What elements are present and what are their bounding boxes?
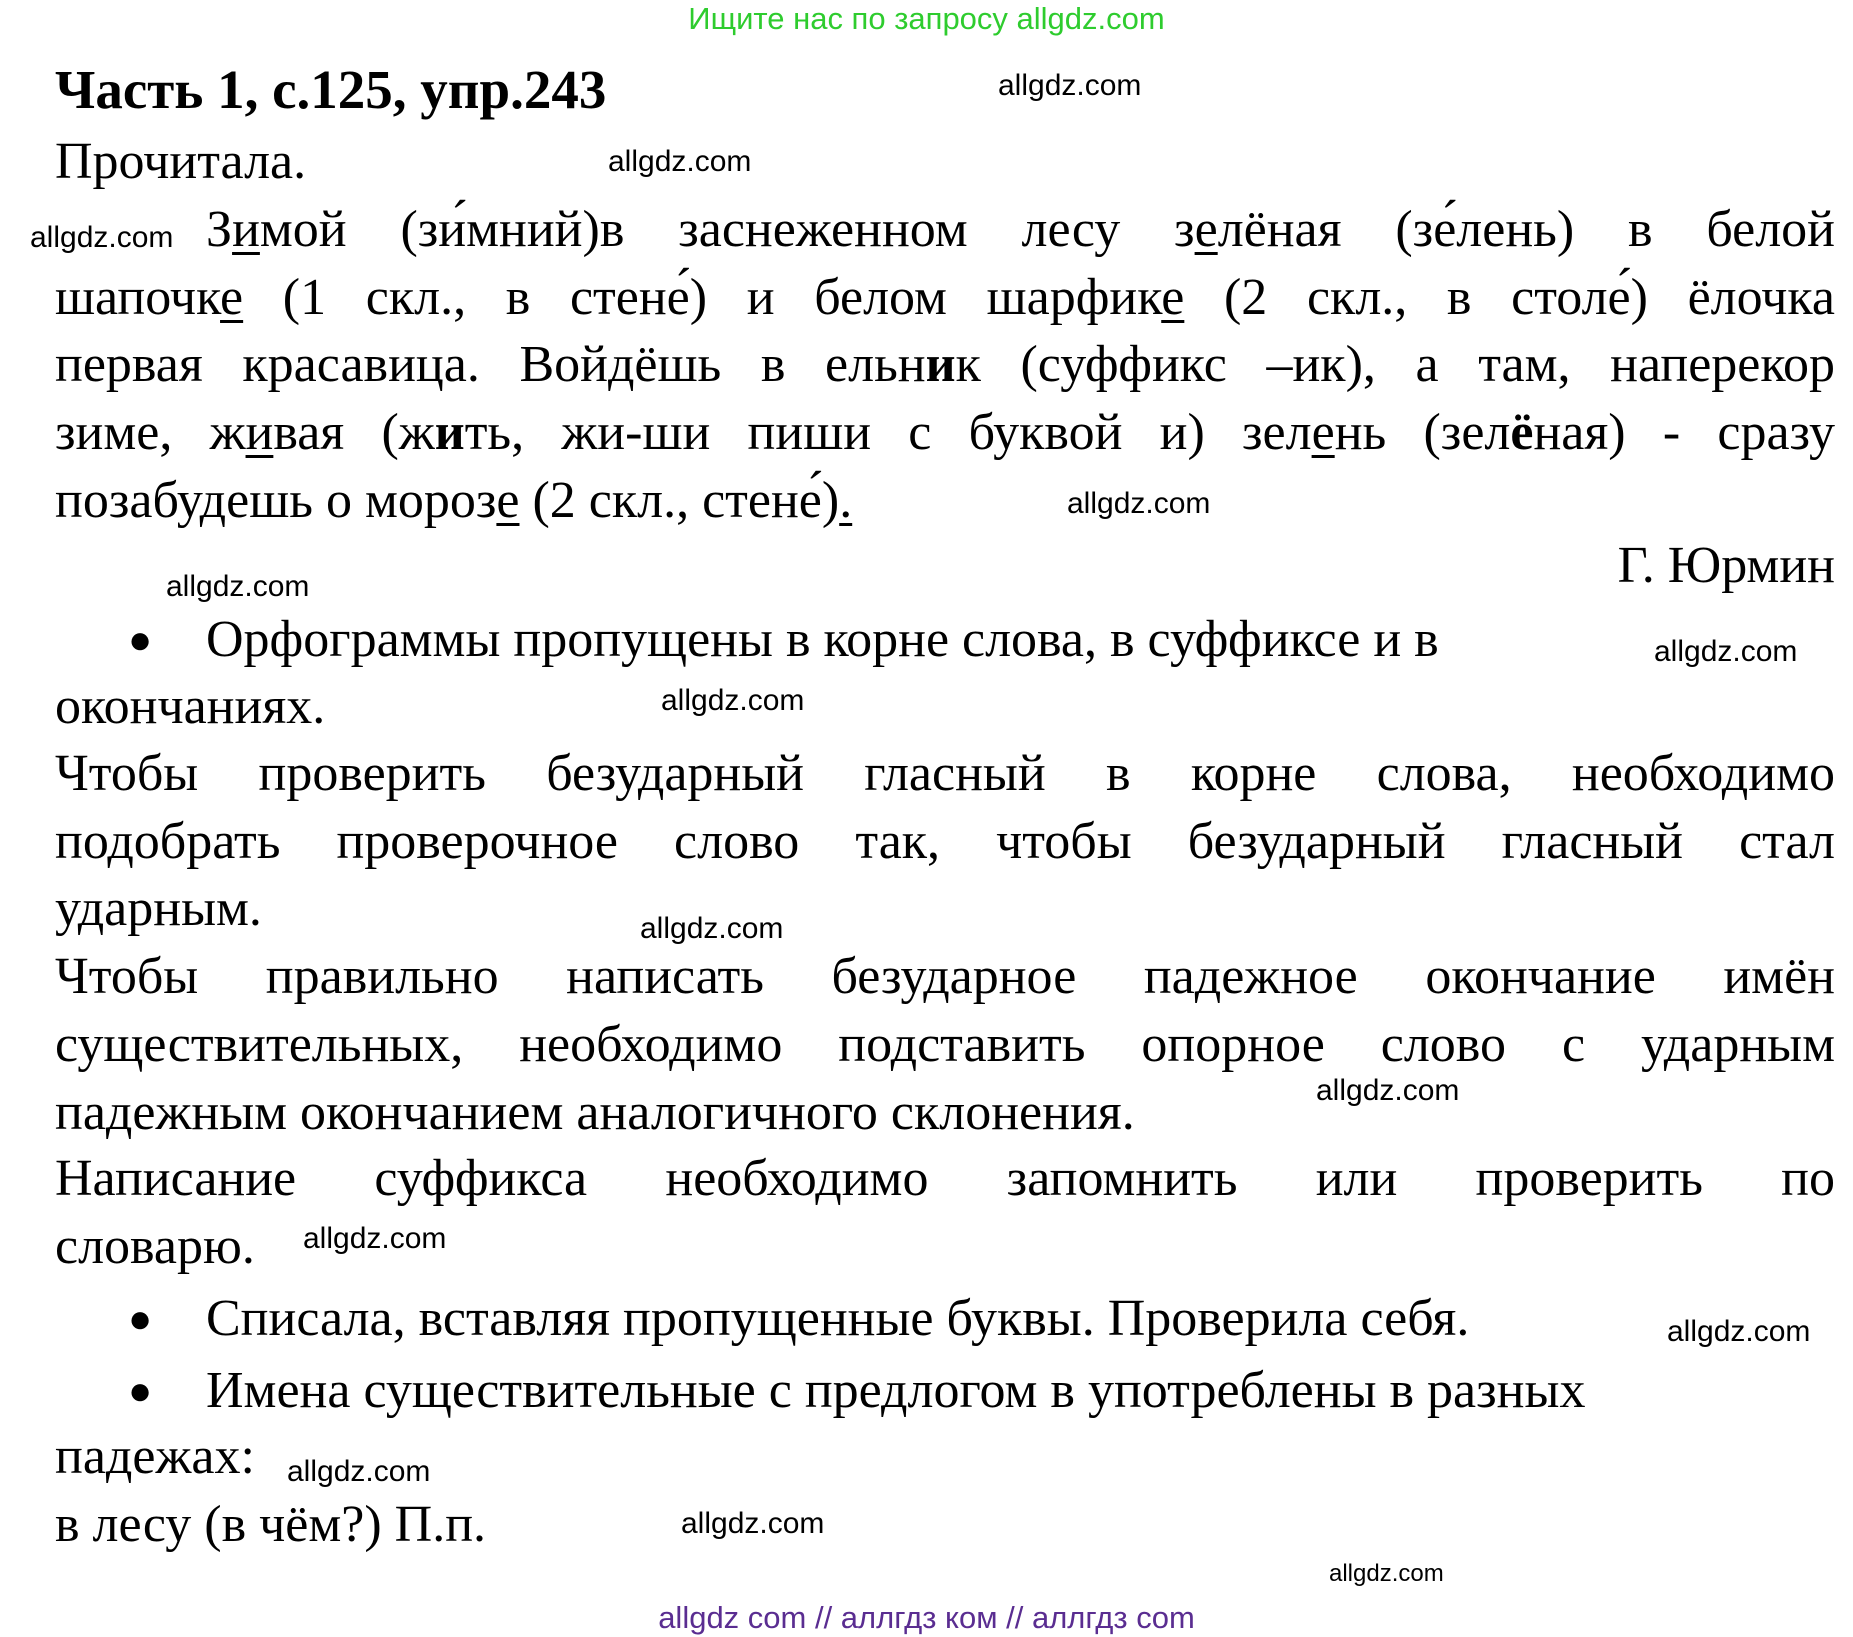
text-segment: мой (зи́мний)в заснеженном лесу з xyxy=(259,201,1195,258)
watermark-text: allgdz.com xyxy=(661,684,805,717)
text-line xyxy=(55,808,1835,876)
text-line xyxy=(55,331,1835,399)
text-segment: Орфограммы пропущены в корне слова, в суффиксе и в xyxy=(206,611,1439,668)
watermark-text: allgdz.com xyxy=(1667,1315,1811,1348)
text-segment: (1 скл., в стене́) и белом шарфик xyxy=(243,269,1162,326)
text-segment: позабудешь о мороз xyxy=(55,472,497,529)
underlined-letter: е xyxy=(1311,404,1335,461)
text-segment: Имена существительные с предлогом в употреблены в разных xyxy=(206,1362,1586,1419)
page-title: Часть 1, с.125, упр.243 xyxy=(55,59,607,120)
text-segment: З xyxy=(206,201,233,258)
underlined-letter: е xyxy=(1194,201,1218,258)
text-segment: Чтобы проверить безударный гласный в корне слова, необходимо xyxy=(55,745,1835,802)
text-segment: Списала, вставляя пропущенные буквы. Проверила себя. xyxy=(206,1290,1470,1347)
text-line xyxy=(55,1145,1835,1213)
text-segment: окончаниях. xyxy=(55,678,326,735)
text-segment: падежах: xyxy=(55,1428,255,1485)
underlined-letter: е xyxy=(1161,269,1185,326)
text-line xyxy=(55,875,262,943)
underlined-letter: . xyxy=(839,472,853,529)
text-segment: словарю. xyxy=(55,1218,255,1275)
text-segment: (2 скл., в столе́) ёлочка xyxy=(1184,269,1835,326)
text-segment: падежным окончанием аналогичного склонения. xyxy=(55,1084,1135,1141)
text-line xyxy=(55,943,1835,1011)
text-segment: существительных, необходимо подставить опорное слово с ударным xyxy=(55,1016,1835,1073)
text-line xyxy=(55,399,1835,467)
top-search-hint[interactable]: Ищите нас по запросу allgdz.com xyxy=(688,1,1165,36)
text-segment: Чтобы правильно написать безударное падежное окончание имён xyxy=(55,948,1835,1005)
text-line xyxy=(206,196,1835,264)
underlined-letter: е xyxy=(220,269,244,326)
text-line xyxy=(206,1285,1469,1353)
text-segment: в лесу (в чём?) П.п. xyxy=(55,1496,487,1553)
text-line xyxy=(55,673,325,741)
text-line xyxy=(206,606,1439,674)
text-segment: нь (зел xyxy=(1334,404,1511,461)
text-line xyxy=(55,1491,486,1559)
text-segment: ная) - сразу xyxy=(1533,404,1835,461)
bullet-icon: ● xyxy=(128,617,153,662)
text-segment: ть, жи-ши пиши с буквой и) зел xyxy=(464,404,1312,461)
watermark-text: allgdz.com xyxy=(608,145,752,178)
watermark-text: allgdz.com xyxy=(681,1507,825,1540)
underlined-letter: и xyxy=(232,201,260,258)
bold-letter: ё xyxy=(1510,404,1534,461)
text-line xyxy=(55,1213,255,1281)
bold-letter: и xyxy=(434,404,465,461)
watermark-text: allgdz.com xyxy=(998,69,1142,102)
watermark-text: allgdz.com xyxy=(1316,1074,1460,1107)
watermark-text: allgdz.com xyxy=(166,570,310,603)
watermark-text: allgdz.com xyxy=(1329,1560,1444,1587)
watermark-text: allgdz.com xyxy=(640,912,784,945)
text-segment: Прочитала. xyxy=(55,133,307,190)
bullet-icon: ● xyxy=(128,1368,153,1413)
text-segment: ударным. xyxy=(55,880,262,937)
text-segment: зиме, ж xyxy=(55,404,246,461)
underlined-letter: е xyxy=(496,472,520,529)
bold-letter: и xyxy=(925,336,956,393)
text-line xyxy=(55,128,306,196)
text-line xyxy=(55,1423,255,1491)
text-line xyxy=(55,264,1835,332)
text-segment: Написание суффикса необходимо запомнить или проверить по xyxy=(55,1150,1835,1207)
text-segment: к (суффикс –ик), а там, наперекор xyxy=(955,336,1835,393)
text-segment: (2 скл., стене́) xyxy=(519,472,840,529)
text-line xyxy=(55,532,1835,600)
watermark-text: allgdz.com xyxy=(303,1222,447,1255)
bullet-icon: ● xyxy=(128,1296,153,1341)
text-segment: первая красавица. Войдёшь в ельн xyxy=(55,336,926,393)
footer-links[interactable]: allgdz com // аллгдз ком // аллгдз com xyxy=(658,1600,1195,1635)
text-segment: подобрать проверочное слово так, чтобы безударный гласный стал xyxy=(55,813,1835,870)
text-segment: лёная (зе́лень) в белой xyxy=(1217,201,1835,258)
text-line xyxy=(206,1357,1585,1425)
text-segment: шапочк xyxy=(55,269,221,326)
text-line xyxy=(55,1079,1135,1147)
watermark-text: allgdz.com xyxy=(1067,487,1211,520)
watermark-text: allgdz.com xyxy=(1654,635,1798,668)
underlined-letter: и xyxy=(245,404,274,461)
text-line xyxy=(55,740,1835,808)
text-segment: вая (ж xyxy=(273,404,435,461)
text-line xyxy=(55,467,852,535)
text-segment: Г. Юрмин xyxy=(1617,537,1835,594)
watermark-text: allgdz.com xyxy=(287,1455,431,1488)
watermark-text: allgdz.com xyxy=(30,221,174,254)
text-line xyxy=(55,1011,1835,1079)
